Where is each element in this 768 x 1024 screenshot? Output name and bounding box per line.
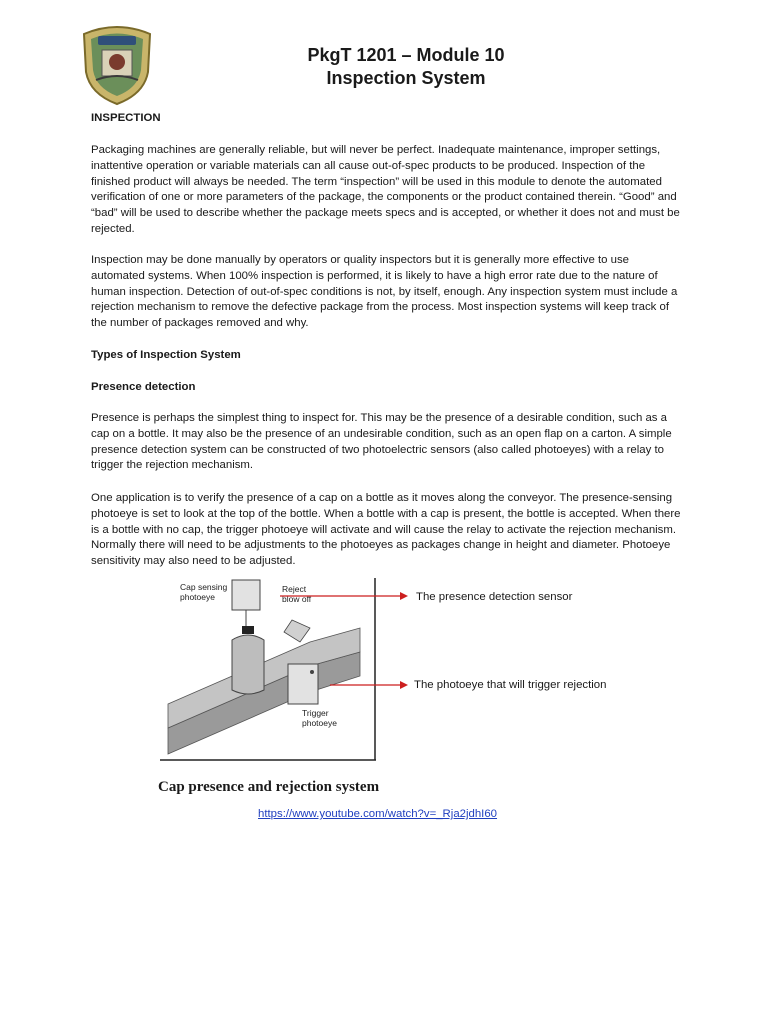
figure-caption: Cap presence and rejection system bbox=[158, 779, 380, 795]
paragraph-2: Inspection may be done manually by operators or quality inspectors but it is generally more effective to use automated systems. When 100% inspection is performed, it is likely to have a high error rate due to the nature of human inspection. Detection of out-of-spec conditions is not, by itself, enough. Any inspection system must include a rejection mechanism to remove the defective package from the process. Most inspection systems will keep track of the number of packages removed and why. bbox=[91, 254, 678, 330]
annotation-presence-sensor: The presence detection sensor bbox=[416, 591, 573, 603]
label-trigger-2: photoeye bbox=[302, 718, 337, 728]
label-trigger-1: Trigger bbox=[302, 708, 329, 718]
label-reject-2: blow off bbox=[282, 594, 312, 604]
youtube-link[interactable]: https://www.youtube.com/watch?v=_Rja2jdhI60 bbox=[258, 808, 498, 820]
paragraph-3: Presence is perhaps the simplest thing to inspect for. This may be the presence of a desirable condition, such as a cap on a bottle. It may also be the presence of an undesirable condition, such as an open flap on a carton. A simple presence detection system can be constructed of two photoelectric sensors (also called photoeyes) with a relay to trigger the rejection mechanism. bbox=[91, 412, 672, 472]
label-reject-1: Reject bbox=[282, 584, 307, 594]
annotation-arrows bbox=[280, 590, 410, 690]
label-cap-sensing-1: Cap sensing bbox=[180, 582, 228, 592]
page-title bbox=[220, 44, 592, 90]
presence-heading: Presence detection bbox=[91, 381, 196, 393]
cap-sensing-photoeye bbox=[232, 580, 260, 632]
paragraph-1: Packaging machines are generally reliable, but will never be perfect. Inadequate maintenance, improper settings, inattentive operation or variable materials can all cause out-of-spec products to be produced. Inspection of the finished product will always be needed. The term “inspection” will be used in this module to denote the automated verification of one or more parameters of the package, the components or the product contained therein. “Good” and “bad” will be used to describe whether the package meets specs and is accepted, or whether it does not and must be rejected. bbox=[91, 144, 680, 235]
arrow-head-1 bbox=[400, 592, 408, 600]
inspection-heading: INSPECTION bbox=[91, 112, 161, 124]
school-crest-logo bbox=[78, 22, 156, 106]
title-line-2: Inspection System bbox=[326, 68, 486, 88]
arrow-head-2 bbox=[400, 681, 408, 689]
types-heading: Types of Inspection System bbox=[91, 349, 241, 361]
annotation-trigger-photoeye: The photoeye that will trigger rejection bbox=[414, 679, 607, 691]
paragraph-4: One application is to verify the presence of a cap on a bottle as it moves along the conveyor. The presence-sensing photoeye is set to look at the top of the bottle. When a bottle with a cap is present, the bottle is accepted. When there is a bottle with no cap, the trigger photoeye will activate and will cause the relay to activate the rejection mechanism. Normally there will need to be adjustments to the photoeyes as packages change in height and diameter. Photoeye sensitivity may also need to be adjusted. bbox=[91, 492, 681, 568]
label-cap-sensing-2: photoeye bbox=[180, 592, 215, 602]
bottle bbox=[232, 626, 264, 694]
title-line-1: PkgT 1201 – Module 10 bbox=[307, 45, 505, 65]
